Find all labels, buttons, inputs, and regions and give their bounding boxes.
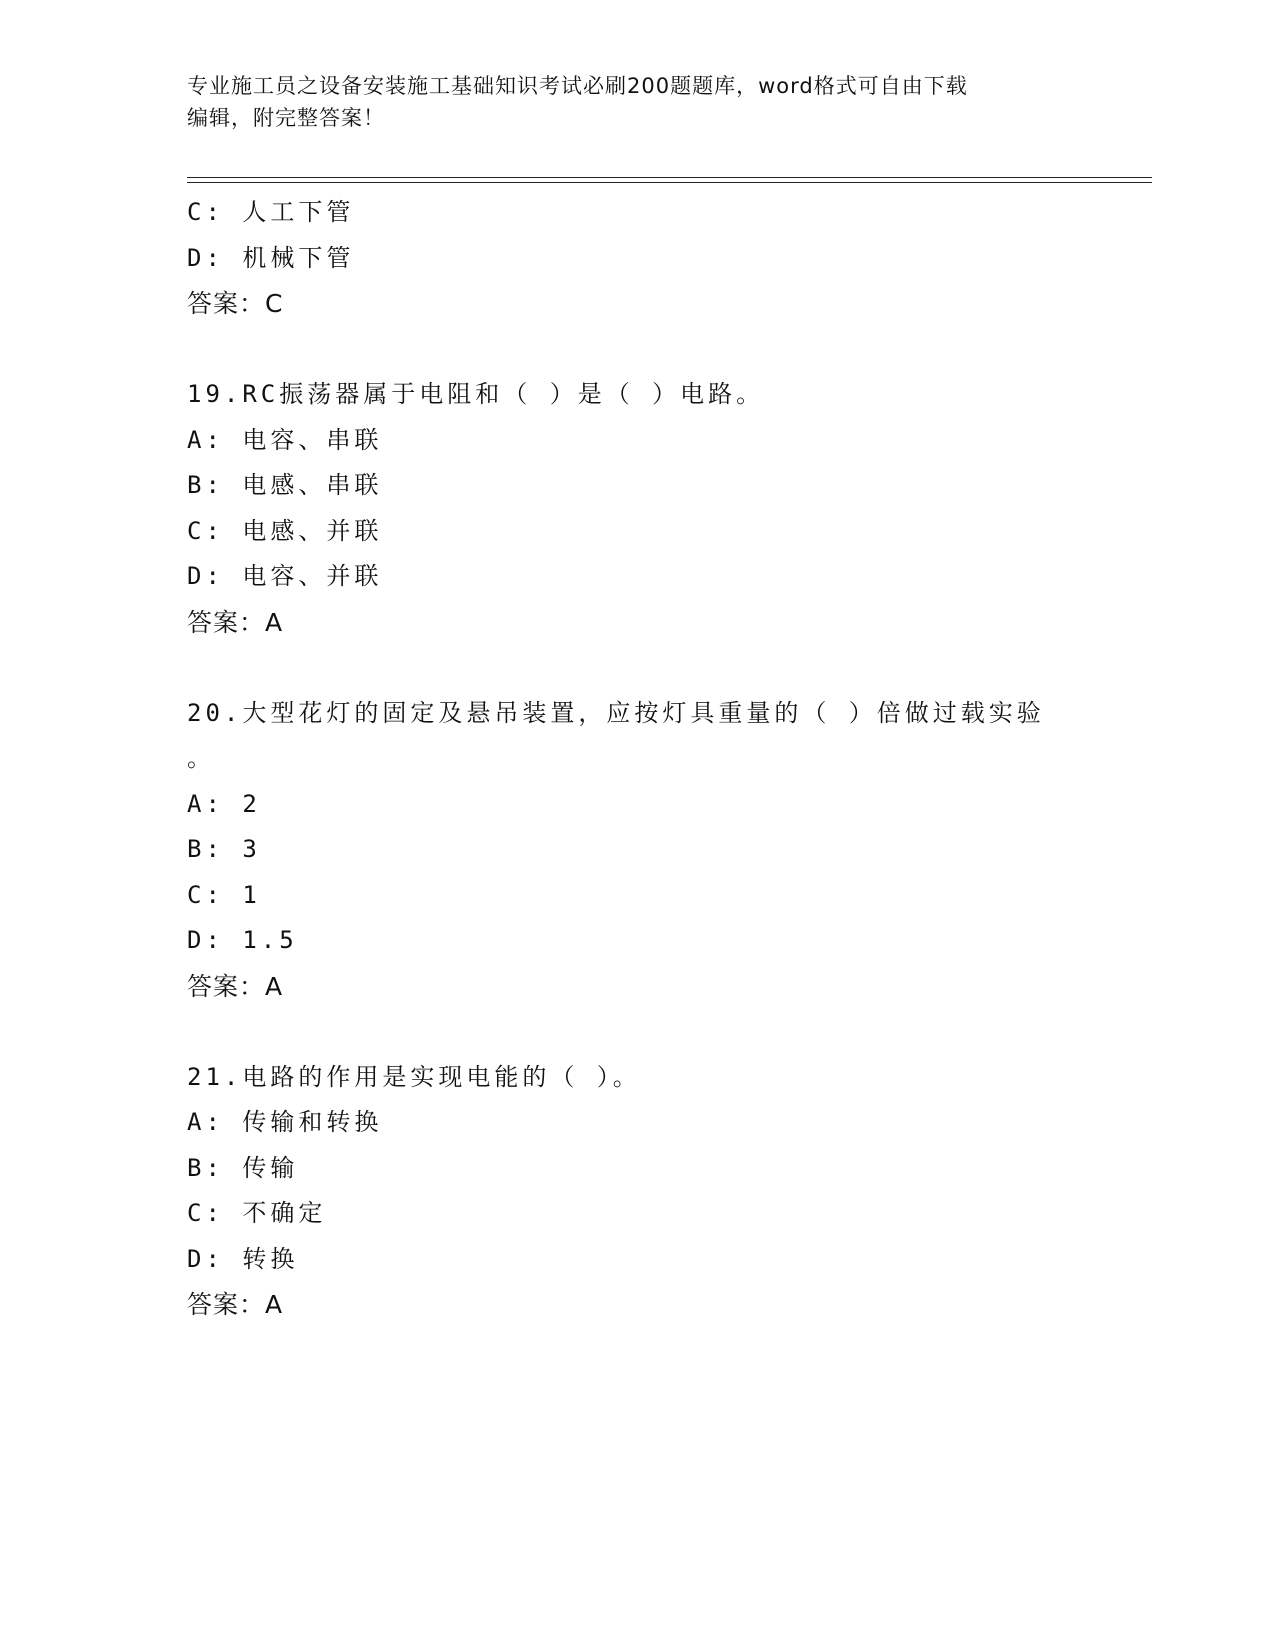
document-header [187,70,1067,134]
option-c: C: 人工下管 [187,198,355,226]
question-block-19 [187,372,1087,645]
spacer [187,1009,1087,1055]
header-divider-top [187,177,1152,178]
option-b: B: 传输 [187,1153,299,1182]
option-b: B: 电感、串联 [187,471,383,499]
option-b: B: 3 [187,835,261,863]
option-c: C: 1 [187,880,261,909]
option-c: C: 不确定 [187,1199,327,1227]
option-d: D: 电容、并联 [187,562,383,590]
option-d: D: 转换 [187,1244,299,1273]
spacer [187,327,1087,373]
option-c: C: 电感、并联 [187,516,383,545]
answer-line: 答案：C [187,289,284,318]
question-block-20 [187,691,1087,1010]
option-d: D: 1.5 [187,926,298,954]
spacer [187,645,1087,691]
question-block-21 [187,1055,1087,1328]
header-divider-bottom [187,182,1152,183]
question-stem-continuation: 。 [187,744,215,772]
answer-line: 答案：A [187,971,284,1001]
option-a: A: 电容、串联 [187,425,383,454]
question-block-18 [187,190,1087,327]
question-list [187,190,1087,1328]
header-line-2: 编辑，附完整答案！ [187,106,385,130]
question-stem: 19.RC振荡器属于电阻和（ ）是（ ）电路。 [187,380,765,408]
header-line-1: 专业施工员之设备安装施工基础知识考试必刷200题题库，word格式可自由下载 [187,74,968,98]
option-d: D: 机械下管 [187,243,355,272]
option-a: A: 2 [187,789,261,818]
option-a: A: 传输和转换 [187,1108,383,1136]
question-stem: 21.电路的作用是实现电能的（ ）。 [187,1062,641,1091]
question-stem: 20.大型花灯的固定及悬吊装置，应按灯具重量的（ ）倍做过载实验 [187,698,1045,727]
answer-line: 答案：A [187,607,284,637]
answer-line: 答案：A [187,1290,284,1319]
